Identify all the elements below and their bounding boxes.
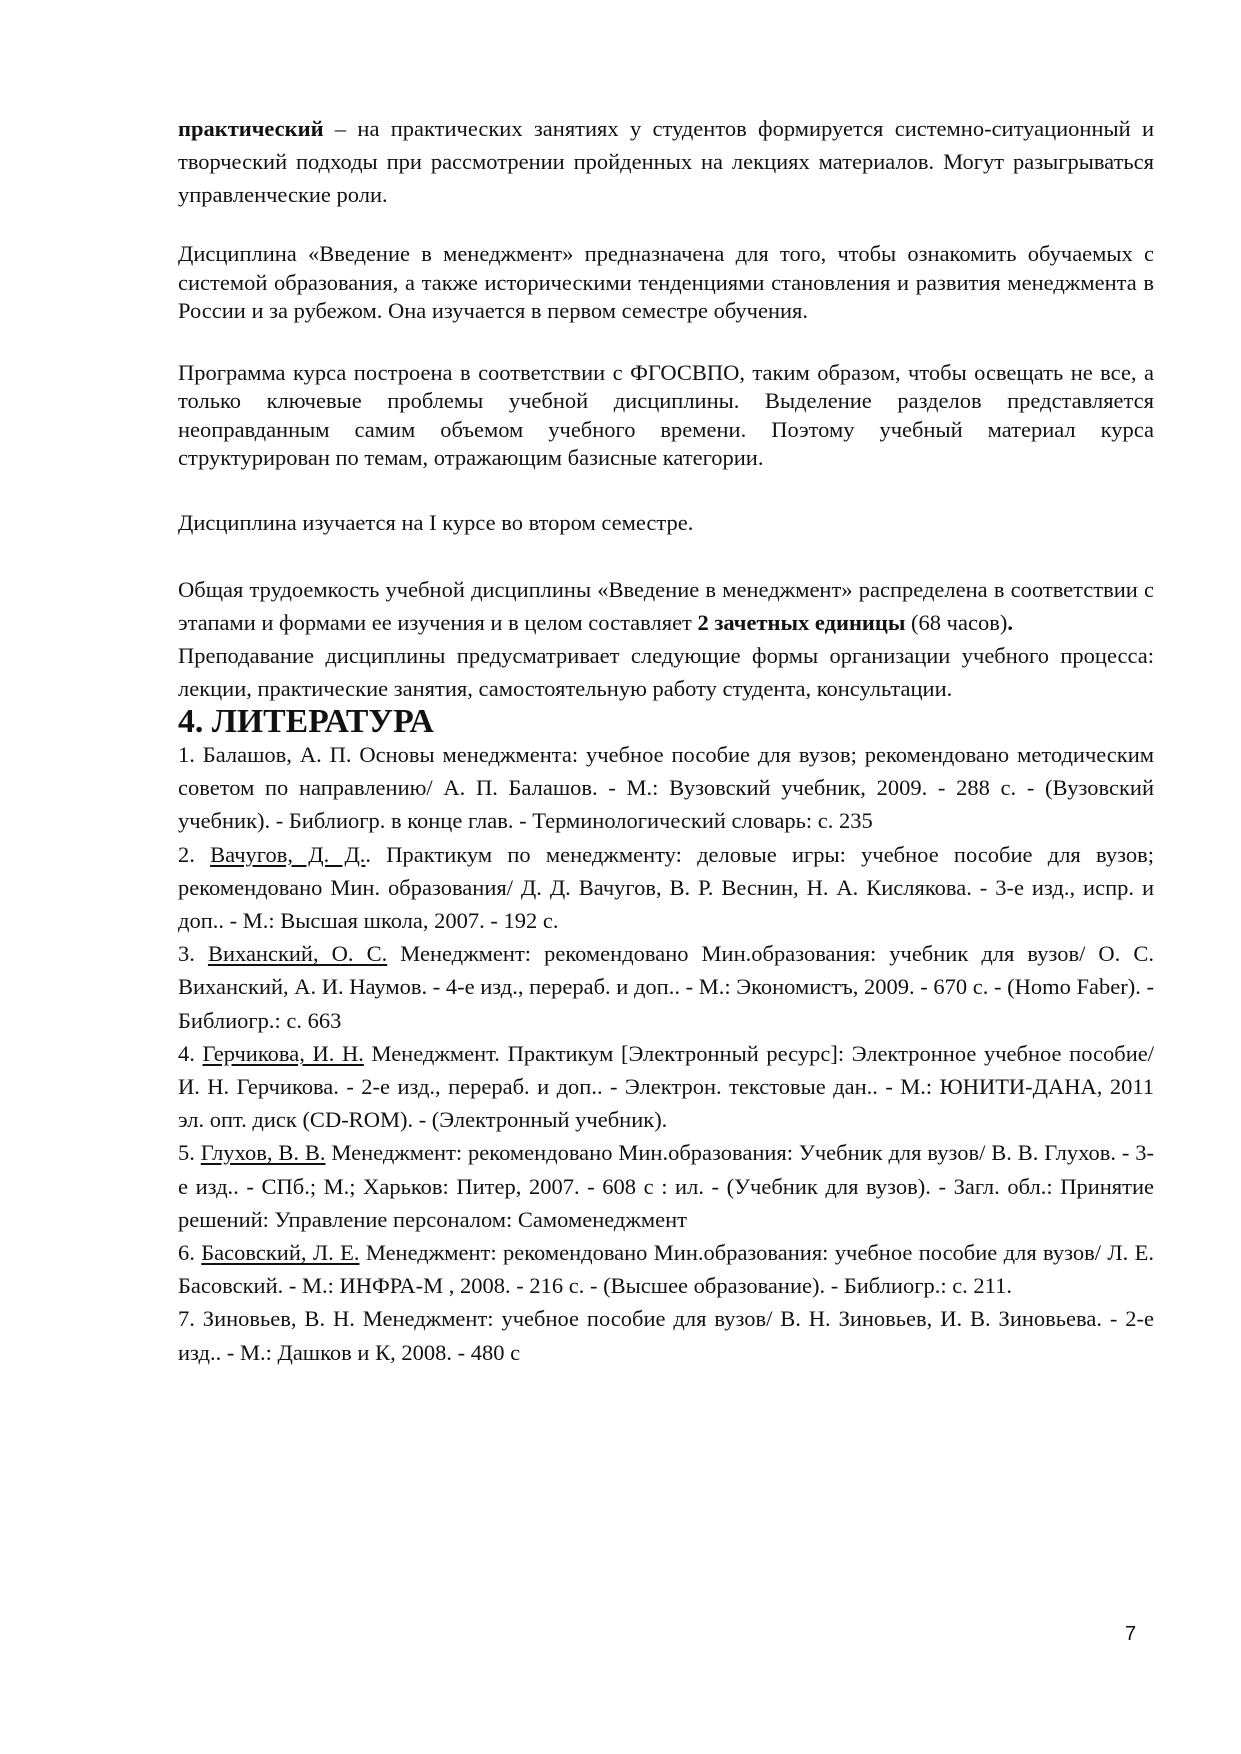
reference-item <box>178 1236 1154 1302</box>
workload-text: Общая трудоемкость учебной дисциплины «Введение в менеджмент» распределена в соответствии с этапами и формами ее изучения и в целом составляет <box>178 577 1154 635</box>
reference-author-link[interactable]: Глухов, В. В. <box>200 1140 326 1166</box>
reference-text: Менеджмент. Практикум [Электронный ресурс]: Электронное учебное пособие/ И. Н. Герчикова. - 2-е изд., перераб. и доп.. - Электрон. текстовые дан.. - М.: ЮНИТИ-ДАНА, 2011 эл. опт. диск (CD-ROM). - (Электронный учебник). <box>178 1040 1154 1133</box>
forms-paragraph: Преподавание дисциплины предусматривает следующие формы организации учебного процесса: лекции, практические занятия, самостоятельную работу студента, консультации. <box>178 643 1154 701</box>
purpose-paragraph: Дисциплина «Введение в менеджмент» предназначена для того, чтобы ознакомить обучаемых с системой образования, а также историческими тенденциями становления и развития менеджмента в России и за рубежом. Она изучается в первом семестре обучения. <box>178 241 1154 323</box>
reference-item <box>178 838 1154 938</box>
reference-item <box>178 1037 1154 1137</box>
practical-paragraph <box>178 112 1154 211</box>
reference-text: Зиновьев, В. Н. Менеджмент: учебное пособие для вузов/ В. Н. Зиновьев, И. В. Зиновьева. - 2-е изд.. - М.: Дашков и К, 2008. - 480 с <box>178 1306 1155 1365</box>
reference-list <box>178 738 1154 1369</box>
reference-item <box>178 1302 1154 1368</box>
reference-text: Менеджмент: рекомендовано Мин.образования: Учебник для вузов/ В. В. Глухов. - 3-е изд.. - СПб.; М.; Харьков: Питер, 2007. - 608 с : ил. - (Учебник для вузов). - Загл. обл.: Принятие решений: Управление персоналом: Самоменеджмент <box>178 1140 1154 1232</box>
reference-text: Менеджмент: рекомендовано Мин.образования: учебное пособие для вузов/ Л. Е. Басовский. - М.: ИНФРА-М , 2008. - 216 с. - (Высшее образование). - Библиогр.: с. 211. <box>178 1240 1155 1299</box>
reference-item <box>178 937 1154 1037</box>
reference-item <box>178 1136 1154 1236</box>
page-number: 7 <box>1125 1623 1137 1645</box>
workload-paragraph <box>178 573 1154 639</box>
workload-hours: (68 часов) <box>905 610 1008 635</box>
reference-item <box>178 738 1154 838</box>
practical-term: практический <box>178 116 324 141</box>
program-paragraph: Программа курса построена в соответствии с ФГОСВПО, таким образом, чтобы освещать не все, а только ключевые проблемы учебной дисциплины. Выделение разделов представляется неоправданным самим объемом учебного времени. Поэтому учебный материал курса структурирован по темам, отражающим базисные категории. <box>178 359 1154 470</box>
reference-author-link[interactable]: Герчикова, И. Н. <box>202 1040 364 1066</box>
reference-number: 7. <box>178 1306 203 1332</box>
reference-number: 1. <box>178 742 203 767</box>
reference-number: 5. <box>178 1140 201 1166</box>
reference-text: Балашов, А. П. Основы менеджмента: учебное пособие для вузов; рекомендовано методическим советом по направлению/ А. П. Балашов. - М.: Вузовский учебник, 2009. - 288 с. - (Вузовский учебник). - Библиогр. в конце глав. - Терминологический словарь: с. 235 <box>178 742 1155 834</box>
practical-text: – на практических занятиях у студентов формируется системно-ситуационный и творческий подходы при рассмотрении пройденных на лекциях материалов. Могут разыгрываться управленческие роли. <box>178 116 1154 207</box>
workload-credits: 2 зачетных единицы <box>697 610 906 635</box>
reference-author-link[interactable]: Вачугов, Д. Д. <box>210 841 366 867</box>
document-page <box>178 112 1154 1369</box>
reference-number: 4. <box>178 1040 203 1066</box>
reference-number: 2. <box>178 841 211 867</box>
reference-author-link[interactable]: Виханский, О. С. <box>207 941 388 967</box>
reference-text: . Практикум по менеджменту: деловые игры: учебное пособие для вузов; рекомендовано Мин. образования/ Д. Д. Вачугов, В. Р. Веснин, Н. А. Кислякова. - 3-е изд., испр. и доп.. - М.: Высшая школа, 2007. - 192 с. <box>178 841 1155 934</box>
reference-text: Менеджмент: рекомендовано Мин.образования: учебник для вузов/ О. С. Виханский, А. И. Наумов. - 4-е изд., перераб. и доп.. - М.: Экономистъ, 2009. - 670 с. - (Homo Faber). - Библиогр.: с. 663 <box>178 941 1154 1033</box>
reference-author-link[interactable]: Басовский, Л. Е. <box>201 1240 360 1266</box>
semester-paragraph: Дисциплина изучается на I курсе во втором семестре. <box>178 509 694 535</box>
reference-number: 6. <box>178 1240 202 1266</box>
workload-period: . <box>1007 610 1013 635</box>
literature-heading: 4. ЛИТЕРАТУРА <box>178 703 434 740</box>
reference-number: 3. <box>178 941 208 967</box>
